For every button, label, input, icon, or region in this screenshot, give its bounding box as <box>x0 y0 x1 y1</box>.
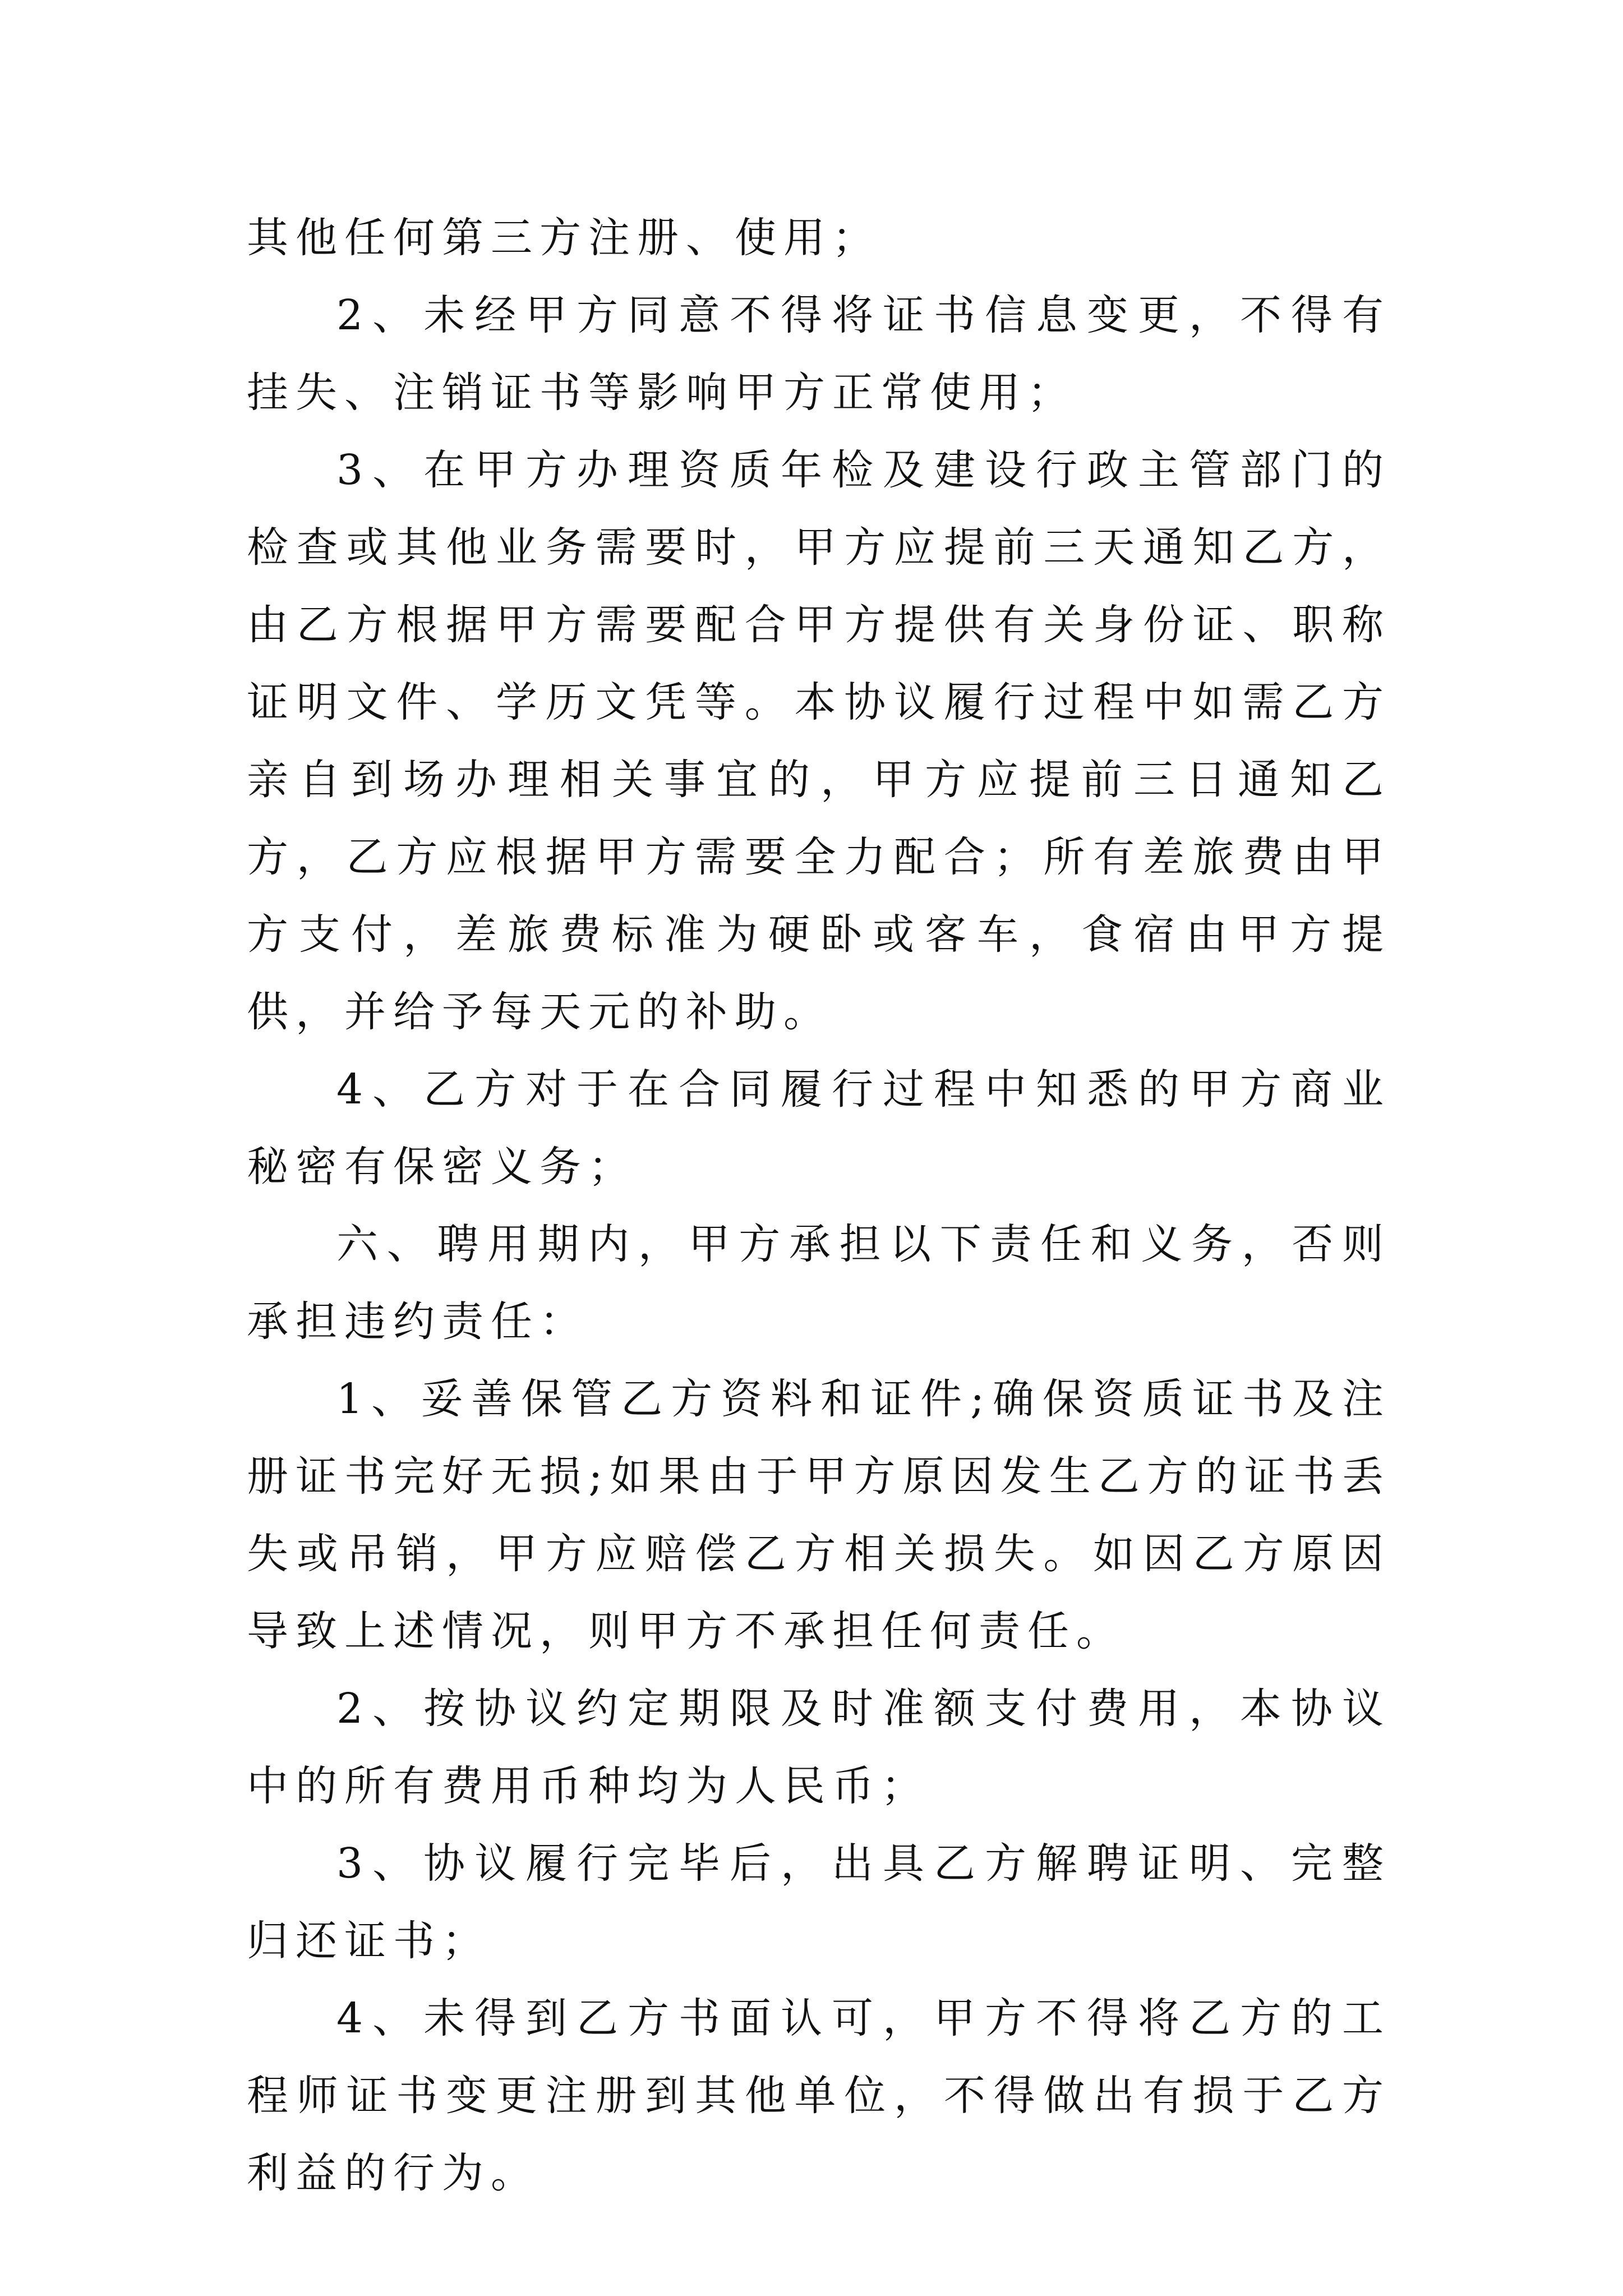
paragraph-section-6-heading: 六、聘用期内，甲方承担以下责任和义务，否则承担违约责任： <box>247 1220 1391 1346</box>
document-body <box>247 199 1391 2212</box>
paragraph-continuation: 其他任何第三方注册、使用； <box>247 214 881 262</box>
paragraph-clause-2-certificate-change: 2、未经甲方同意不得将证书信息变更，不得有挂失、注销证书等影响甲方正常使用； <box>247 291 1391 417</box>
paragraph-section-6-item-2: 2、按协议约定期限及时准额支付费用，本协议中的所有费用币种均为人民币； <box>247 1685 1391 1810</box>
paragraph-clause-3-cooperation: 3、在甲方办理资质年检及建设行政主管部门的检查或其他业务需要时，甲方应提前三天通知乙方，由乙方根据甲方需要配合甲方提供有关身份证、职称证明文件、学历文凭等。本协议履行过程中如需乙方亲自到场办理相关事宜的，甲方应提前三日通知乙方，乙方应根据甲方需要全力配合；所有差旅费由甲方支付，差旅费标准为硬卧或客车，食宿由甲方提供，并给予每天元的补助。 <box>247 446 1391 1036</box>
paragraph-section-6-item-4: 4、未得到乙方书面认可，甲方不得将乙方的工程师证书变更注册到其他单位，不得做出有损于乙方利益的行为。 <box>247 1994 1391 2197</box>
paragraph-clause-4-confidentiality: 4、乙方对于在合同履行过程中知悉的甲方商业秘密有保密义务； <box>247 1065 1391 1191</box>
paragraph-section-6-item-1: 1、妥善保管乙方资料和证件;确保资质证书及注册证书完好无损;如果由于甲方原因发生乙方的证书丢失或吊销，甲方应赔偿乙方相关损失。如因乙方原因导致上述情况，则甲方不承担任何责任。 <box>247 1375 1391 1655</box>
paragraph-section-6-item-3: 3、协议履行完毕后，出具乙方解聘证明、完整归还证书； <box>247 1839 1391 1965</box>
